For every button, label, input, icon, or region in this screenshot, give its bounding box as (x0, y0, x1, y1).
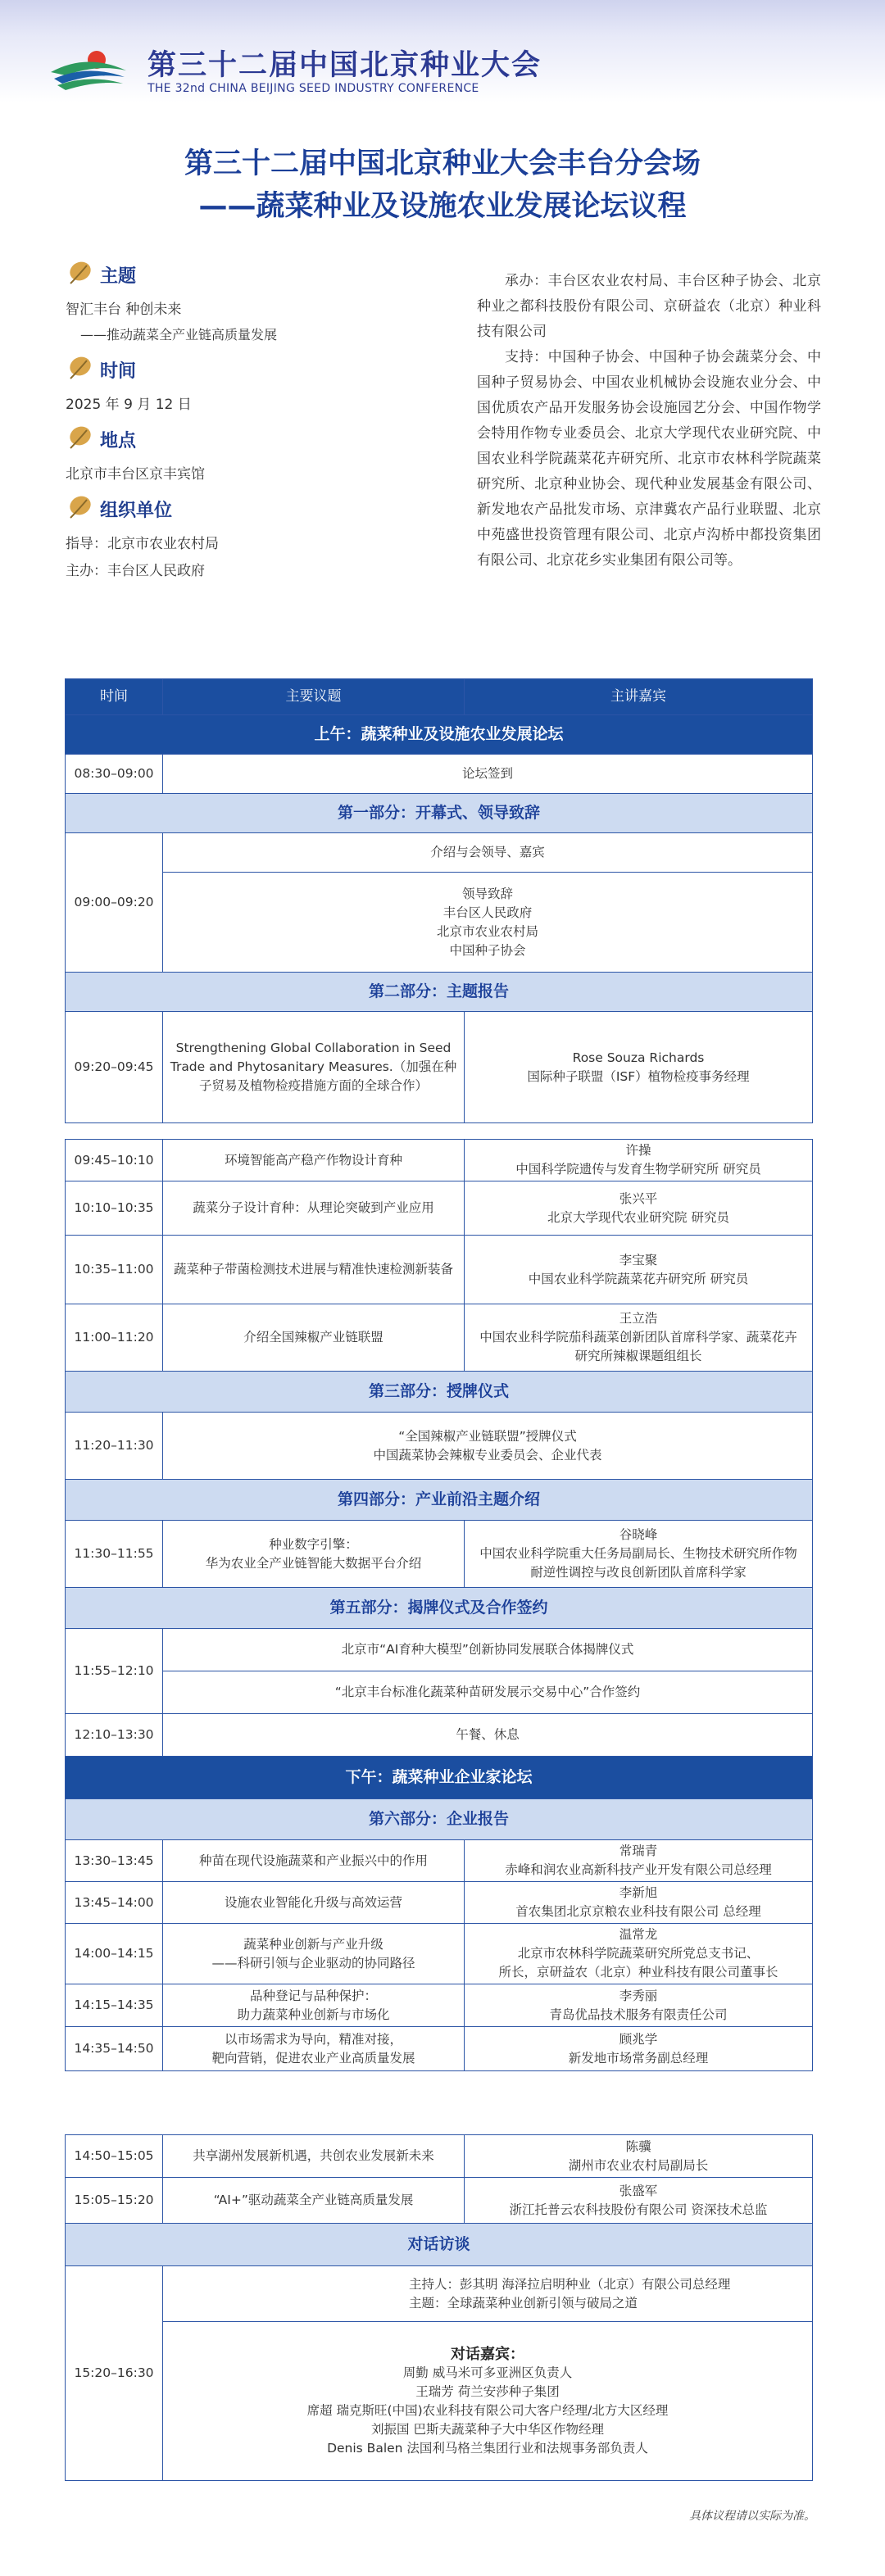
table-row (66, 1671, 813, 1714)
guest-title: 研究所辣椒课题组组长 (574, 1349, 702, 1363)
guest-name: 常瑞青 (619, 1844, 658, 1858)
talk-time: 11:00–11:20 (66, 1304, 163, 1372)
leaf-bullet-icon (66, 493, 93, 521)
table-row (66, 833, 813, 873)
dialogue-guest: Denis Balen 法国利马格兰集团行业和法规事务部负责人 (327, 2440, 648, 2456)
part5-item: “北京丰台标准化蔬菜种苗研发展示交易中心”合作签约 (163, 1671, 813, 1714)
signin-time: 08:30–09:00 (66, 755, 163, 794)
topic-line: 品种登记与品种保护： (249, 1988, 377, 2003)
part3-content (163, 1413, 813, 1480)
dialogue-guest: 周勤 威马米可多亚洲区负责人 (402, 2365, 573, 2380)
table-row (66, 1521, 813, 1588)
topic-line: 种业数字引擎： (269, 1536, 358, 1552)
topic-line: ——科研引领与企业驱动的协同路径 (211, 1955, 415, 1971)
guest-name: 温常龙 (619, 1927, 658, 1942)
part1-time: 09:00–09:20 (66, 833, 163, 973)
guest-name: 李秀丽 (619, 1988, 658, 2003)
part-row (66, 1799, 813, 1840)
dialogue-theme: 主题：全球蔬菜种业创新引领与破局之道 (409, 2295, 638, 2311)
part-row (66, 1588, 813, 1629)
part-row (66, 1372, 813, 1413)
leaf-bullet-icon (66, 354, 93, 382)
talk-topic: 环境智能高产稳产作物设计育种 (163, 1140, 465, 1181)
signin-topic: 论坛签到 (163, 755, 813, 794)
part1-title: 第一部分：开幕式、领导致辞 (66, 794, 813, 833)
table-row (66, 1304, 813, 1372)
guest-title: 中国科学院遗传与发育生物学研究所 研究员 (515, 1162, 761, 1177)
guest-name: 李新旭 (619, 1885, 658, 1900)
table-row (66, 2266, 813, 2322)
guest-name: 张盛军 (619, 2183, 658, 2198)
keynote-guest (465, 1012, 813, 1123)
talk-time: 14:15–14:35 (66, 1984, 163, 2027)
supporters-text: 支持：中国种子协会、中国种子协会蔬菜分会、中国种子贸易协会、中国农业机械协会设施农业分会、中国优质农产品开发服务协会设施园艺分会、中国作物学会特用作物专业委员会、北京大学现代农业研究院、中国农业科学院蔬菜花卉研究所、北京市农林科学院蔬菜研究所、北京种业协会、现代种业发展基金有限公司、新发地农产品批发市场、京津冀农产品行业联盟、北京中苑盛世投资管理有限公司、北京卢沟桥中都投资集团有限公司、北京花乡实业集团有限公司等。 (477, 349, 821, 569)
schedule-table-afternoon (65, 2134, 813, 2481)
talk-time: 14:00–14:15 (66, 1924, 163, 1984)
theme-line2: ——推动蔬菜全产业链高质量发展 (80, 327, 278, 342)
talk-guest (465, 1984, 813, 2027)
talk-topic: “AI+”驱动蔬菜全产业链高质量发展 (163, 2178, 465, 2224)
info-place (66, 427, 451, 483)
talk-guest (465, 1181, 813, 1236)
talk-topic: 种苗在现代设施蔬菜和产业振兴中的作用 (163, 1840, 465, 1882)
info-organizer (66, 497, 451, 579)
talk-time: 14:50–15:05 (66, 2135, 163, 2178)
talk-guest (465, 1140, 813, 1181)
guest-title: 耐逆性调控与改良创新团队首席科学家 (530, 1565, 747, 1580)
talk-guest (465, 1236, 813, 1304)
lunch-topic: 午餐、休息 (163, 1714, 813, 1757)
organizers-text: 承办：丰台区农业农村局、丰台区种子协会、北京种业之都科技股份有限公司、京研益农（北京）种业科技有限公司 (477, 273, 821, 340)
guest-title: 中国农业科学院重大任务局副局长、生物技术研究所作物 (479, 1546, 797, 1561)
afternoon-section-row (66, 1757, 813, 1799)
time-heading: 时间 (100, 361, 137, 382)
talk-guest (465, 1840, 813, 1882)
org-guide: 指导：北京市农业农村局 (66, 536, 219, 552)
info-theme (66, 262, 451, 343)
talk-time: 10:10–10:35 (66, 1181, 163, 1236)
dialogue-title: 对话访谈 (66, 2224, 813, 2266)
part3-title: 第三部分：授牌仪式 (66, 1372, 813, 1413)
table-row (66, 1984, 813, 2027)
guest-title: 所长，京研益农（北京）种业科技有限公司董事长 (498, 1965, 778, 1980)
part3-time: 11:20–11:30 (66, 1413, 163, 1480)
place-value: 北京市丰台区京丰宾馆 (66, 466, 205, 483)
dialogue-host-cell (163, 2266, 813, 2322)
speech-title: 领导致辞 (461, 886, 513, 901)
talk-time: 13:45–14:00 (66, 1882, 163, 1924)
part-row (66, 2224, 813, 2266)
guest-name: 顾兆学 (619, 2031, 658, 2047)
page-title-line1: 第三十二届中国北京种业大会丰台分会场 (184, 147, 701, 180)
keynote-time: 09:20–09:45 (66, 1012, 163, 1123)
guest-name: Rose Souza Richards (572, 1050, 705, 1065)
conference-logo-icon (48, 49, 129, 98)
guest-title: 中国农业科学院茄科蔬菜创新团队首席科学家、蔬菜花卉 (479, 1330, 797, 1345)
talk-time: 09:45–10:10 (66, 1140, 163, 1181)
table-row (66, 1012, 813, 1123)
talk-topic (163, 1984, 465, 2027)
table-header-row (66, 679, 813, 715)
time-value: 2025 年 9 月 12 日 (66, 397, 192, 413)
guest-name: 王立浩 (619, 1311, 658, 1326)
guest-title: 赤峰和润农业高新科技产业开发有限公司总经理 (505, 1862, 772, 1877)
guest-title: 北京大学现代农业研究院 研究员 (547, 1209, 729, 1225)
guest-title: 青岛优品技术服务有限责任公司 (549, 2007, 728, 2022)
morning-section-row (66, 715, 813, 755)
guest-title: 浙江托普云农科技股份有限公司 资深技术总监 (509, 2202, 768, 2217)
ceremony-line: “全国辣椒产业链联盟”授牌仪式 (398, 1428, 577, 1444)
part1-speeches (163, 873, 813, 973)
part-row (66, 1480, 813, 1521)
talk-guest (465, 2178, 813, 2224)
talk-guest (465, 2027, 813, 2071)
part6-title: 第六部分：企业报告 (66, 1799, 813, 1840)
place-heading: 地点 (100, 431, 137, 451)
part5-item: 北京市“AI育种大模型”创新协同发展联合体揭牌仪式 (163, 1629, 813, 1671)
theme-line1: 智汇丰台 种创未来 (66, 302, 182, 318)
afternoon-section-title: 下午：蔬菜种业企业家论坛 (66, 1757, 813, 1799)
header-topic: 主要议题 (163, 679, 465, 715)
dialogue-guest: 王瑞芳 荷兰安莎种子集团 (415, 2383, 560, 2399)
talk-topic: 蔬菜分子设计育种：从理论突破到产业应用 (163, 1181, 465, 1236)
table-row (66, 1413, 813, 1480)
org-heading: 组织单位 (100, 501, 173, 521)
speaker: 北京市农业农村局 (436, 923, 538, 939)
guest-name: 许操 (625, 1143, 651, 1158)
talk-time: 14:35–14:50 (66, 2027, 163, 2071)
part5-time: 11:55–12:10 (66, 1629, 163, 1714)
guest-title: 北京市农林科学院蔬菜研究所党总支书记、 (517, 1946, 760, 1961)
dialogue-guest: 刘振国 巴斯夫蔬菜种子大中华区作物经理 (371, 2421, 604, 2437)
theme-heading: 主题 (100, 266, 137, 287)
org-host: 主办：丰台区人民政府 (66, 563, 205, 579)
guest-title: 湖州市农业农村局副局长 (568, 2157, 709, 2173)
ceremony-line: 中国蔬菜协会辣椒专业委员会、企业代表 (373, 1447, 602, 1463)
part2-title: 第二部分：主题报告 (66, 973, 813, 1012)
schedule-table-mid (65, 1139, 813, 2071)
keynote-topic (163, 1012, 465, 1123)
dialogue-guest: 席超 瑞克斯旺(中国)农业科技有限公司大客户经理/北方大区经理 (306, 2402, 669, 2418)
topic-line: 华为农业全产业链智能大数据平台介绍 (205, 1555, 422, 1571)
info-time (66, 357, 451, 413)
guest-name: 陈骥 (625, 2138, 651, 2154)
table-row (66, 1140, 813, 1181)
speaker: 丰台区人民政府 (442, 905, 533, 920)
table-row (66, 2027, 813, 2071)
table-row (66, 1236, 813, 1304)
dialogue-time: 15:20–16:30 (66, 2266, 163, 2481)
brand-name-zh: 第三十二届中国北京种业大会 (148, 49, 542, 82)
guest-name: 张兴平 (619, 1190, 658, 1206)
part4-title: 第四部分：产业前沿主题介绍 (66, 1480, 813, 1521)
keynote-topic-zh: （加强在种子贸易及植物检疫措施方面的全球合作） (198, 1059, 457, 1093)
table-row (66, 1882, 813, 1924)
page-title-line2: ——蔬菜种业及设施农业发展论坛议程 (198, 190, 687, 223)
lunch-time: 12:10–13:30 (66, 1714, 163, 1757)
table-row (66, 2135, 813, 2178)
talk-topic: 设施农业智能化升级与高效运营 (163, 1882, 465, 1924)
footnote: 具体议程请以实际为准。 (689, 2510, 815, 2523)
table-row (66, 873, 813, 973)
dialogue-guests-cell (163, 2322, 813, 2481)
dialogue-guests-title: 对话嘉宾： (451, 2345, 524, 2363)
table-row (66, 1924, 813, 1984)
talk-topic: 蔬菜种子带菌检测技术进展与精准快速检测新装备 (163, 1236, 465, 1304)
part4-time: 11:30–11:55 (66, 1521, 163, 1588)
guest-title: 中国农业科学院蔬菜花卉研究所 研究员 (528, 1271, 749, 1286)
talk-time: 13:30–13:45 (66, 1840, 163, 1882)
topic-line: 靶向营销，促进农业产业高质量发展 (211, 2050, 415, 2066)
table-row (66, 755, 813, 794)
part-row (66, 794, 813, 833)
leaf-bullet-icon (66, 424, 93, 451)
part4-guest (465, 1521, 813, 1588)
talk-topic (163, 1924, 465, 1984)
sponsors-block (477, 269, 821, 574)
dialogue-host: 主持人：彭其明 海泽拉启明种业（北京）有限公司总经理 (409, 2276, 731, 2292)
table-row (66, 2178, 813, 2224)
event-info (66, 262, 451, 593)
speaker: 中国种子协会 (449, 942, 526, 958)
table-row (66, 1181, 813, 1236)
table-row (66, 1840, 813, 1882)
table-row (66, 2322, 813, 2481)
header-time: 时间 (66, 679, 163, 715)
talk-guest (465, 2135, 813, 2178)
topic-line: 助力蔬菜种业创新与市场化 (237, 2007, 390, 2022)
part4-topic (163, 1521, 465, 1588)
part1-intro: 介绍与会领导、嘉宾 (163, 833, 813, 873)
leaf-bullet-icon (66, 259, 93, 287)
guest-title: 国际种子联盟（ISF）植物检疫事务经理 (527, 1068, 750, 1084)
talk-guest (465, 1304, 813, 1372)
brand-name-en: THE 32nd CHINA BEIJING SEED INDUSTRY CONFERENCE (148, 82, 479, 95)
talk-guest (465, 1924, 813, 1984)
guest-title: 新发地市场常务副总经理 (568, 2050, 709, 2066)
talk-topic: 共享湖州发展新机遇，共创农业发展新未来 (163, 2135, 465, 2178)
part-row (66, 973, 813, 1012)
talk-time: 10:35–11:00 (66, 1236, 163, 1304)
header-guest: 主讲嘉宾 (465, 679, 813, 715)
guest-name: 李宝聚 (619, 1252, 658, 1268)
table-row (66, 1714, 813, 1757)
table-row (66, 1629, 813, 1671)
talk-guest (465, 1882, 813, 1924)
topic-line: 蔬菜种业创新与产业升级 (243, 1936, 384, 1952)
topic-line: 以市场需求为导向，精准对接， (224, 2031, 402, 2047)
schedule-table-morning (65, 678, 813, 1123)
keynote-topic-en: Strengthening Global Collaboration in Seed Trade and Phytosanitary Measures. (170, 1041, 452, 1074)
talk-topic (163, 2027, 465, 2071)
talk-topic: 介绍全国辣椒产业链联盟 (163, 1304, 465, 1372)
guest-name: 谷晓峰 (619, 1527, 658, 1542)
morning-section-title: 上午：蔬菜种业及设施农业发展论坛 (66, 715, 813, 755)
talk-time: 15:05–15:20 (66, 2178, 163, 2224)
guest-title: 首农集团北京京粮农业科技有限公司 总经理 (515, 1904, 761, 1919)
part5-title: 第五部分：揭牌仪式及合作签约 (66, 1588, 813, 1629)
